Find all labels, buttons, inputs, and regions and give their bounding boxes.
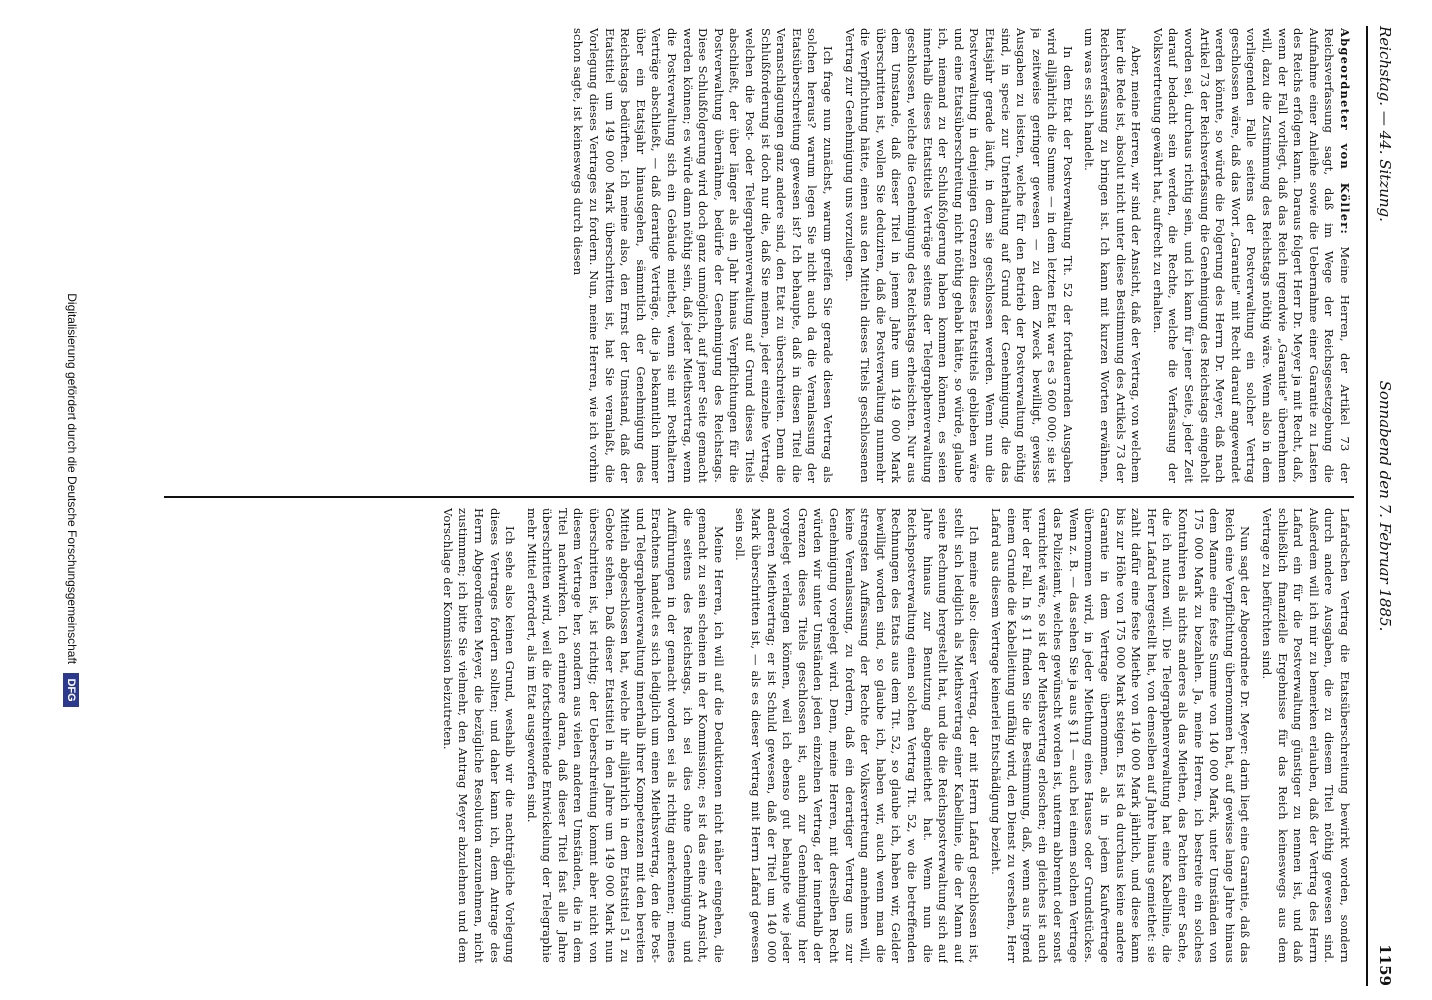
paragraph-text: Meine Herren, ich will auf die Deduktionen nicht näher eingehen, die gemacht zu sein scheinen in der Kommission; es ist das eine Art Ansicht, die seitens des Reichstags, ich sei dies ohne Genehmigung und Aufführungen in der gemacht worden sei als richtig anerkennen; meines Erachtens handelt es sich lediglich um einen Miethsvertrag, den die Post- und Telegraphenverwaltung innerhalb ihrer Kompetenzen mit den bereiten Mitteln abgeschlossen hat, welche ihr alljährlich in dem Etatstitel 51 zu Gebote stehen. Daß dieser Etatstitel in den Jahre um 149 000 Mark nun überschritten ist, ist richtig; der Ueberschreitung kommt aber nicht von diesem Vertrage her, sondern aus vielen anderen Umständen, die in dem Titel nachwirken. Ich erinnere daran, daß dieser Titel fast alle Jahre überschritten wird, weil die fortschreitende Entwickelung der Telegraphie mehr Mittel erfordert, als im Etat ausgeworfen sind. — [524, 508, 726, 963]
text-column-right — [172, 508, 1352, 963]
header-date: Sonnabend den 7. Februar 1885. — [1376, 380, 1394, 632]
paragraph — [523, 508, 726, 963]
column-divider — [164, 496, 1354, 498]
paragraph-text: Ich meine also: dieser Vertrag, der mit Herrn Lafard geschlossen ist, stellt sich lediglich als Miethsvertrag einer Kabellinie, die der Mann auf seine Rechnung hergestellt hat, und die die Reichspostverwaltung sich auf Jahre hinaus zur Benutzung abgemiethet hat. Wenn nun die Reichspostverwaltung einen solchen Vertrag Tit. 52, wo die betreffenden Rechnungen des Etats aus dem Tit. 52, so glaube ich, haben wir, Gelder bewilligt worden sind, so glaube ich, haben wir, auch wenn man die strengsten Auffassung der Rechte der Volksvertretung annehmen will, keine Veranlassung, zu fordern, daß ein derartiger Vertrag uns zur Genehmigung vorgelegt wird. Denn, meine Herren, mit derselben Recht würden wir unter Umständen jeden einzelnen Vertrag, der innerhalb der Grenzen dieses Titels geschlossen ist, auch zur Genehmigung hier vorgelegt verlangen können, weil ich ebenso gut behaupte wie jeder anderen Miethvertrag; er ist Schuld gewesen, daß der Titel um 140 000 Mark überschritten ist, — als es dieser Vertrag mit Herrn Lafard gewesen sein soll. — [733, 508, 982, 963]
paragraph — [439, 508, 517, 963]
page-number: 1159 — [1376, 944, 1394, 986]
dfg-logo: DFG — [63, 673, 79, 706]
paragraph-text: Aber, meine Herren, wir sind der Ansicht, daß der Vertrag, von welchem hier die Rede ist, absolut nicht unter diese Bestimmung des Artikels 73 der Reichsverfassung zu bringen ist. Ich kann mit kurzen Worten erwähnen, um was es sich handelt. — [1082, 28, 1144, 483]
paragraph — [1149, 28, 1352, 483]
digitization-footer — [52, 0, 92, 1000]
paragraph — [841, 28, 1075, 483]
paragraph — [570, 28, 835, 483]
paragraph-text: In dem Etat der Postverwaltung Tit. 52 der fortdauernden Ausgaben wird alljährlich die Summe — in dem letzten Etat war es 3 600 000; sie ist ja zeitweise geringer gewesen — zu dem Zweck bewilligt, gewisse Ausgaben zu leisten, welche für den Betrieb der Postverwaltung nöthig sind, in specie zur Unterhaltung auf Grund der Genehmigung, die das Etatsjahr gerade läuft, in dem sie geschlossen werden. Wenn nun die Postverwaltung in denjenigen Grenzen dieses Etatstitels geblieben wäre und eine Etatsüberschreitung nicht nöthig gehabt hätte, so würde, glaube ich, niemand zu der Schlußfolgerung haben kommen können, es seien innerhalb dieses Etatstitels Verträge seitens der Telegraphenverwaltung geschlossen, welche die Genehmigung des Reichstags erheischten. Nur aus dem Umstande, daß dieser Titel in jenem Jahre um 149 000 Mark überschritten ist, wollen Sie deduziren, daß die Postverwaltung nunmehr die Verpflichtung hätte, einen aus den Mitteln dieses Titels geschlossenen Vertrag zur Genehmigung uns vorzulegen. — [842, 28, 1075, 483]
paragraph-text: Meine Herren, der Artikel 73 der Reichsverfassung sagt, daß im Wege der Reichsgesetzgebung die Aufnahme einer Anleihe sowie die Uebernahme einer Garantie zu Lasten des Reichs erfolgen kann. Daraus folgert Herr Dr. Meyer ja mit Recht, daß, wenn der Fall vorliegt, daß das Reich irgendwie „Garantie" übernehmen will, dazu die Zustimmung des Reichstags nöthig wäre. Wenn also in dem vorliegenden Falle seitens der Postverwaltung ein solcher Vertrag geschlossen wäre, daß das Wort „Garantie" mit Recht darauf angewendet werden könnte, so würde die Folgerung des Herrn Dr. Meyer, daß nach Artikel 73 der Reichsverfassung die Genehmigung des Reichstags eingeholt worden sei, durchaus richtig sein, und ich kann für jener Seite, jeder Zeit darauf bedacht sein werden, die Rechte, welche die Verfassung der Volksvertretung gewährt hat, aufrecht zu erhalten. — [1150, 28, 1352, 483]
paragraph — [1258, 508, 1352, 963]
paragraph — [732, 508, 982, 963]
header-session: Reichstag. — 44. Sitzung. — [1376, 26, 1394, 222]
digitization-note: Digitalisierung gefördert durch die Deutsche Forschungsgemeinschaft — [65, 293, 79, 665]
text-column-left — [172, 28, 1352, 483]
paragraph-text: Lafardschen Vertrag die Etatsüberschreitung bewirkt worden, sondern durch andere Ausgaben, die zu diesem Titel nöthig gewesen sind. Außerdem will ich mir zu bemerken erlauben, daß der Vertrag des Herrn Lafard ein für die Postverwaltung günstiger zu nennen ist, und daß schließlich finanzielle Ergebnisse für das Reich keineswegs aus dem Vertrage zu befürchten sind. — [1260, 508, 1352, 963]
speaker-name: Abgeordneter von Köller: — [1338, 28, 1352, 235]
paragraph — [987, 508, 1252, 963]
paragraph-text: Ich frage nun zunächst, warum greifen Sie gerade diesen Vertrag als solchen heraus? warum legen Sie nicht auch da die Veranlassung der Etatsüberschreitung gewesen ist? Ich behaupte, daß in diesen Titel die Veranschlagungen ganz andere sind, den Etat zu überschreiten. Denn die Schlußforderung ist doch nur die, daß Sie meinen, jeder einzelne Vertrag, welchen die Post- oder Telegraphenverwaltung auf Grund dieses Titels abschließt, der über länger als ein Jahr hinaus Verpflichtungen für die Postverwaltung übernähme, bedürfe der Genehmigung des Reichstags. Diese Schlußfolgerung wird doch ganz unmöglich, auf jener Seite gemacht werden können; es würde dann nöthig sein, daß jeder Miethsvertrag, wenn die Postverwaltung sich ein Gebäude miethet, wenn sie mit Posthaltern Verträge abschließt, — daß derartige Verträge, die ja bekanntlich immer über ein Etatsjahr hinausgehen, sämmtlich der Genehmigung des Reichstags bedürften. Ich meine also, den Ernst der Umstand, daß der Etatstitel um 149 000 Mark überschritten ist, hat Sie veranlaßt, die Vorlegung dieses Vertrages zu fordern. Nun, meine Herren, wie ich vorhin schon sagte, ist keineswegs durch diesen — [571, 28, 835, 483]
paragraph-text: Nun sagt der Abgeordnete Dr. Meyer: darin liegt eine Garantie, daß das Reich eine Verpflichtung übernommen hat, auf gewisse lange Jahre hinaus dem Manne eine feste Summe von 140 000 Mark, unter Umständen von 175 000 Mark zu bezahlen. Ja, meine Herren, ich bestreite ein solches Kontrahiren als nichts anderes als das Miethen, das Pachten einer Sache, die ich nutzen will. Die Telegraphenverwaltung hat eine Kabellinie, die Herr Lafard hergestellt hat, von demselben auf Jahre hinaus gemiethet: sie zahlt dafür eine feste Miethe von 140 000 Mark jährlich, und diese kann bis zur Höhe von 175 000 Mark steigen. Es ist da durchaus keine andere Garantie in dem Vertrage übernommen, als in jedem Kaufvertrage übernommen wird, in jeder Miethung eines Hauses oder Grundstückes. Wenn z. B. — das sehen Sie ja aus § 11 — auch bei einem solchen Vertrage das Polizeiamt, welches gewünscht worden ist, unterm abbrennt oder sonst vernichtet wäre, so ist der Miethsvertrag erloschen; ein gleiches ist auch hier der Fall. In § 11 finden Sie die Bestimmung, daß, wenn aus irgend einem Grunde die Kabelleitung unfähig wird, den Dienst zu versehen, Herr Lafard aus diesem Vertrage keinerlei Entschädigung bezieht. — [988, 508, 1253, 963]
paragraph — [1081, 28, 1143, 483]
paragraph-text: Ich sehe also keinen Grund, weshalb wir die nachträgliche Vorlegung dieses Vertrages fordern sollten; und daher kann ich, dem Antrage des Herrn Abgeordneten Meyer, die bezügliche Resolution anzunehmen, nicht zustimmen; ich bitte Sie vielmehr, den Antrag Meyer abzulehnen und dem Vorschlage der Kommission beizutreten. — [440, 508, 518, 963]
page-header — [1366, 26, 1432, 986]
